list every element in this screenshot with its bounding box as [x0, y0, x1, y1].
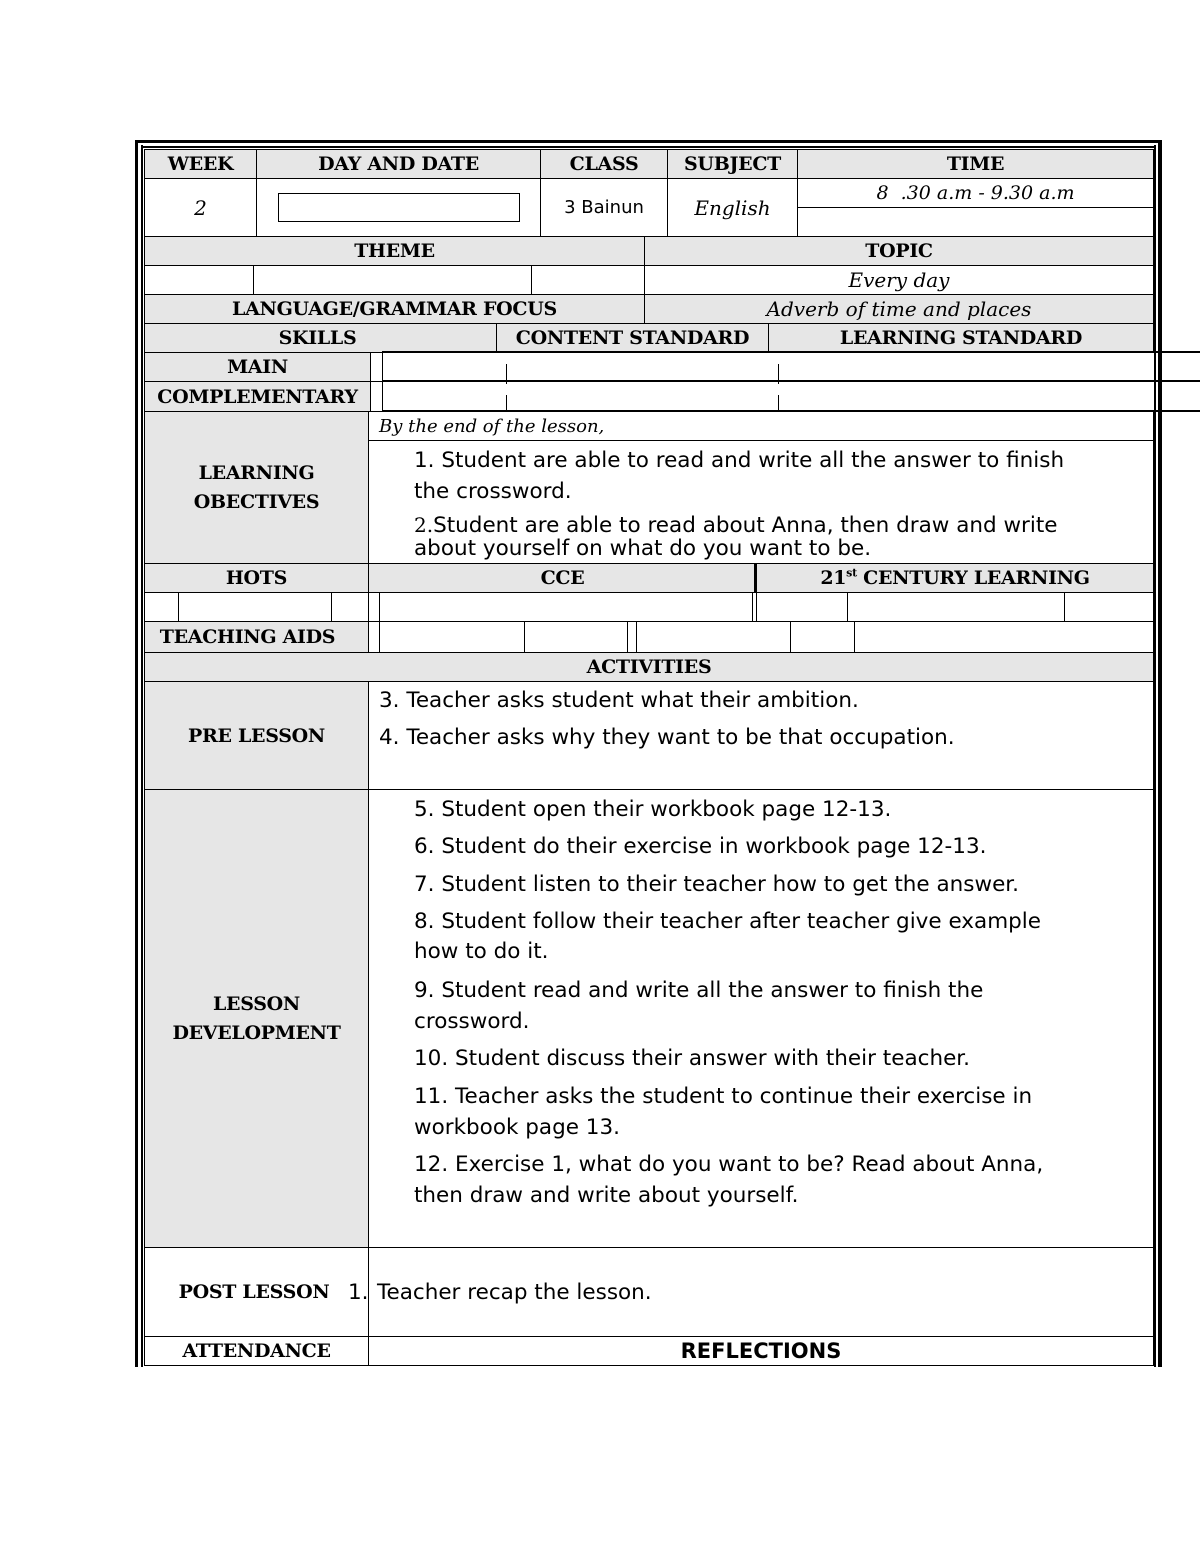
content-standard-header [496, 323, 769, 353]
main-row-bottom-line [382, 380, 1200, 382]
cce-header [368, 563, 757, 593]
theme-blank-cell-2 [253, 265, 532, 295]
main-tick-2 [778, 364, 779, 384]
activities-header [144, 652, 1154, 682]
theme-blank-cell-1 [144, 265, 254, 295]
century-learning-header [754, 563, 1154, 593]
teaching-aids-blank-2 [379, 621, 525, 653]
theme-header [144, 236, 645, 266]
teaching-aids-blank-7 [854, 621, 1154, 653]
attendance-header [144, 1336, 369, 1366]
time-value: 8 .30 a.m - 9.30 a.m [876, 182, 1075, 204]
topic-header [644, 236, 1154, 266]
teaching-aids-blank-5 [636, 621, 791, 653]
pre-lesson-item-3: 3. Teacher asks student what their ambition. [379, 688, 859, 713]
time-value-cell [797, 178, 1154, 208]
reflections-label: REFLECTIONS [680, 1339, 842, 1363]
grammar-focus-value-cell [644, 294, 1154, 324]
learning-objectives-label-line2: OBECTIVES [193, 490, 320, 513]
topic-value: Every day [848, 268, 950, 292]
post-lesson-header [144, 1247, 369, 1337]
complementary-label: COMPLEMENTARY [157, 385, 358, 408]
development-item-10: 10. Student discuss their answer with their teacher. [414, 1046, 971, 1071]
subject-value: English [694, 195, 771, 220]
week-value-cell [144, 178, 257, 237]
cce-blank-2 [379, 592, 753, 622]
complementary-header [144, 381, 371, 412]
main-header [144, 352, 371, 382]
development-item-12: 12. Exercise 1, what do you want to be? Read about Anna, [414, 1152, 1044, 1177]
time-value-blank-cell [797, 207, 1154, 237]
hots-label: HOTS [225, 567, 288, 589]
development-item-8: 8. Student follow their teacher after teacher give example [414, 909, 1041, 934]
topic-label: TOPIC [865, 240, 933, 262]
week-header [144, 149, 257, 179]
century-learning-label: 21st CENTURY LEARNING [820, 566, 1090, 589]
pre-lesson-item-4: 4. Teacher asks why they want to be that occupation. [379, 725, 955, 750]
development-item-6: 6. Student do their exercise in workbook page 12-13. [414, 834, 987, 859]
time-label: TIME [946, 153, 1005, 175]
development-item-9: 9. Student read and write all the answer to finish the [414, 978, 984, 1003]
learning-standard-label: LEARNING STANDARD [839, 327, 1083, 349]
development-item-11: 11. Teacher asks the student to continue their exercise in [414, 1084, 1033, 1109]
learning-objectives-label-line1: LEARNING [198, 461, 315, 484]
objectives-intro-cell [368, 411, 1154, 441]
frame-inner-top [141, 146, 1156, 148]
grammar-focus-header [144, 294, 645, 324]
subject-header [667, 149, 798, 179]
main-label: MAIN [227, 356, 288, 378]
century-blank-2 [847, 592, 1065, 622]
grammar-focus-value: Adverb of time and places [766, 297, 1032, 321]
development-item-9-cont: crossword. [414, 1009, 530, 1034]
development-item-5: 5. Student open their workbook page 12-13. [414, 797, 892, 822]
main-narrow-cell [370, 352, 383, 382]
skills-label: SKILLS [278, 327, 357, 349]
subject-label: SUBJECT [684, 153, 781, 175]
post-lesson-label: POST LESSON [178, 1281, 330, 1303]
class-value-cell [540, 178, 668, 237]
teaching-aids-blank-6 [790, 621, 855, 653]
subject-value-cell [667, 178, 798, 237]
lesson-development-label-line1: LESSON [213, 992, 300, 1015]
week-label: WEEK [167, 153, 234, 175]
development-item-11-cont: workbook page 13. [414, 1115, 620, 1140]
century-blank-3 [1064, 592, 1154, 622]
topic-value-cell [644, 265, 1154, 295]
frame-inner-right [1154, 145, 1156, 1367]
lesson-development-header [144, 789, 369, 1248]
class-value: 3 Bainun [564, 197, 644, 218]
objectives-intro: By the end of the lesson, [379, 415, 605, 437]
grammar-focus-label: LANGUAGE/GRAMMAR FOCUS [232, 298, 557, 320]
teaching-aids-label: TEACHING AIDS [159, 626, 336, 648]
development-item-7: 7. Student listen to their teacher how to get the answer. [414, 872, 1020, 897]
day-date-value-cell [256, 178, 541, 237]
day-date-header [256, 149, 541, 179]
development-item-12-cont: then draw and write about yourself. [414, 1183, 799, 1208]
main-tick-1 [506, 364, 507, 384]
frame-inner-left [141, 145, 143, 1367]
complementary-narrow-cell [370, 381, 383, 412]
week-value: 2 [194, 195, 207, 220]
attendance-label: ATTENDANCE [182, 1340, 331, 1362]
objective-item-2: 2.Student are able to read about Anna, then draw and write [414, 513, 1058, 538]
hots-blank-1 [144, 592, 179, 622]
content-standard-label: CONTENT STANDARD [515, 327, 750, 349]
class-label: CLASS [569, 153, 639, 175]
pre-lesson-header [144, 681, 369, 790]
time-header [797, 149, 1154, 179]
cce-label: CCE [540, 567, 585, 589]
reflections-header [368, 1336, 1154, 1366]
learning-standard-header [768, 323, 1154, 353]
lesson-development-label-line2: DEVELOPMENT [172, 1021, 341, 1044]
teaching-aids-header [144, 621, 369, 653]
hots-blank-2 [178, 592, 332, 622]
day-date-input[interactable] [278, 193, 520, 222]
learning-objectives-header [144, 411, 369, 564]
century-blank-1 [756, 592, 848, 622]
day-date-label: DAY AND DATE [318, 153, 479, 175]
post-lesson-number: 1. [348, 1280, 369, 1305]
main-row-top-line [382, 351, 1200, 353]
theme-blank-cell-3 [531, 265, 645, 295]
pre-lesson-label: PRE LESSON [188, 724, 325, 747]
class-header [540, 149, 668, 179]
activities-label: ACTIVITIES [586, 656, 712, 678]
development-item-8-cont: how to do it. [414, 939, 549, 964]
skills-header [144, 323, 497, 353]
hots-blank-3 [331, 592, 369, 622]
post-lesson-item-1: Teacher recap the lesson. [377, 1280, 652, 1305]
theme-label: THEME [354, 240, 435, 262]
hots-header [144, 563, 369, 593]
teaching-aids-blank-3 [524, 621, 628, 653]
objective-item-2-cont: about yourself on what do you want to be. [414, 536, 872, 561]
objective-item-1: 1. Student are able to read and write all the answer to finish [414, 448, 1065, 473]
objective-item-1-cont: the crossword. [414, 479, 572, 504]
